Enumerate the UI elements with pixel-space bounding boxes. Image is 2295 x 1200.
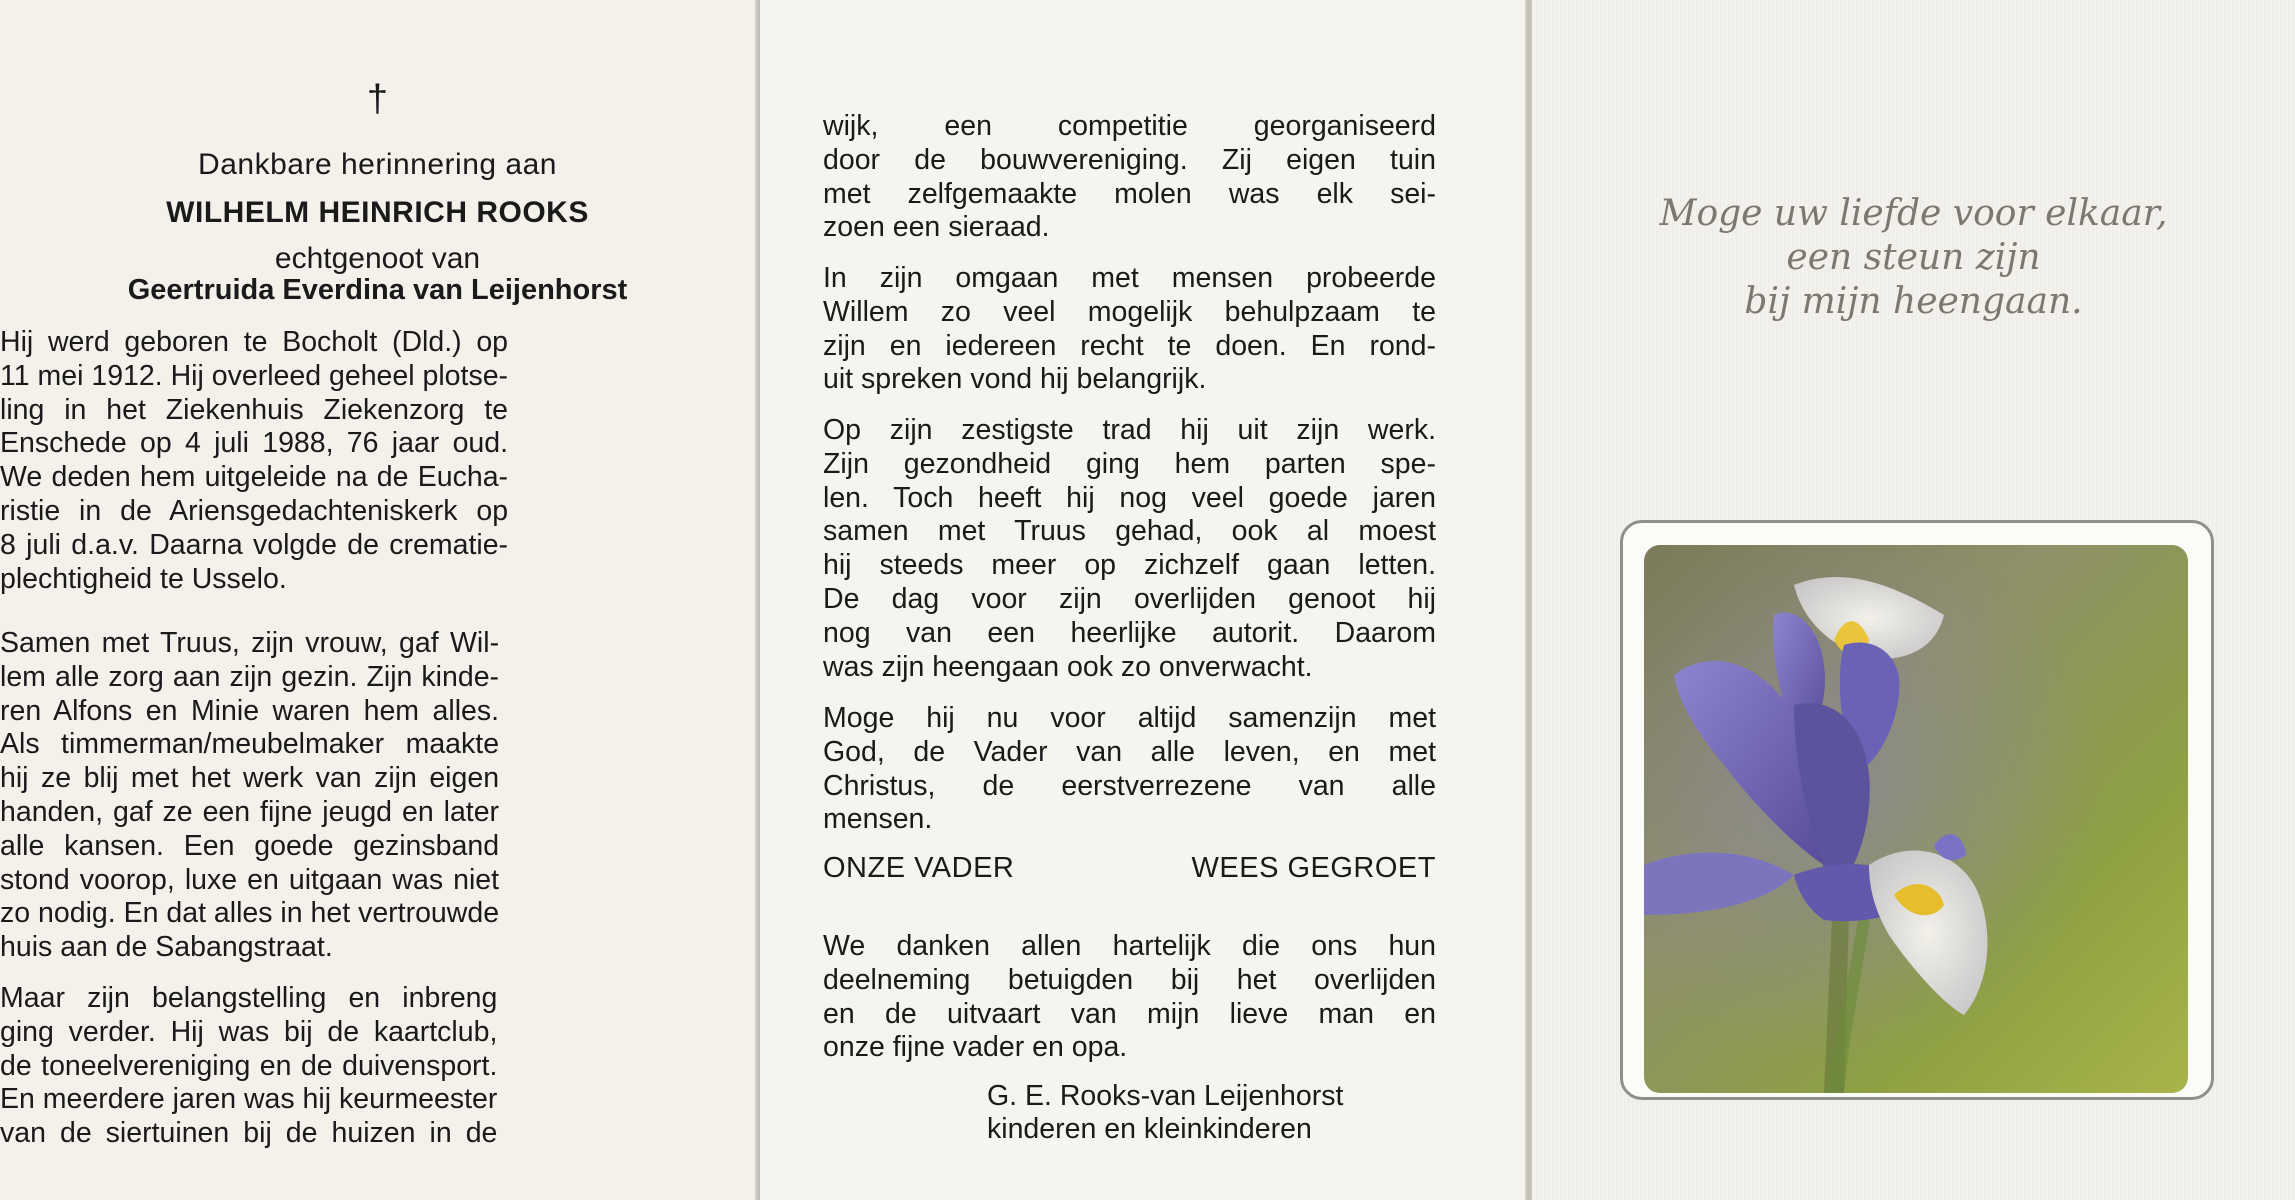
prayer-onze-vader: ONZE VADER <box>823 852 1015 884</box>
biography-paragraph: Hij werd geboren te Bocholt (Dld.) op 11 mei 1912. Hij overleed geheel plotse- ling in het Ziekenhuis Ziekenzorg te Enschede op 4 juli 1988, 76 jaar oud. We deden hem uitgeleide na de Eucha- ristie in de Ariensgedachteniskerk op 8 juli d.a.v. Daarna volgde de crematie- plechtigheid te Usselo. <box>0 326 509 595</box>
memorial-quote: Moge uw liefde voor elkaar, een steun zijn bij mijn heengaan. <box>1659 193 2168 322</box>
thanks-paragraph: We danken allen hartelijk die ons hun deelneming betuigden bij het overlijden en de uitvaart van mijn lieve man en onze fijne vader en opa. <box>823 930 1436 1064</box>
prayer-titles <box>823 852 1436 885</box>
cross-icon: † <box>366 78 389 120</box>
signature-block <box>987 1080 1343 1146</box>
remembrance-heading: Dankbare herinnering aan <box>198 148 557 181</box>
garden-paragraph: wijk, een competitie georganiseerd door de bouwvereniging. Zij eigen tuin met zelfgemaakte molen was elk sei- zoen een sieraad. <box>823 110 1436 244</box>
signature-name: G. E. Rooks-van Leijenhorst <box>987 1080 1344 1112</box>
retirement-paragraph: Op zijn zestigste trad hij uit zijn werk. Zijn gezondheid ging hem parten spe- len. Toch heeft hij nog veel goede jaren samen met Truus gehad, ook al moest hij steeds meer op zichzelf gaan letten. De dag voor zijn overlijden genoot hij nog van een heerlijke autorit. Daarom was zijn heengaan ook zo onverwacht. <box>823 414 1436 683</box>
spouse-name: Geertruida Everdina van Leijenhorst <box>127 274 628 306</box>
prayer-paragraph: Moge hij nu voor altijd samenzijn met God, de Vader van alle leven, en met Christus, de eerstverrezene van alle mensen. <box>823 702 1436 836</box>
prayer-wees-gegroet: WEES GEGROET <box>1191 852 1436 884</box>
interests-paragraph: Maar zijn belangstelling en inbreng ging verder. Hij was bij de kaartclub, de toneelvereniging en de duivensport. En meerdere jaren was hij keurmeester van de siertuinen bij de huizen in de <box>0 982 498 1150</box>
signature-family: kinderen en kleinkinderen <box>987 1113 1312 1145</box>
relation-text: echtgenoot van <box>274 242 481 275</box>
character-paragraph: In zijn omgaan met mensen probeerde Willem zo veel mogelijk behulpzaam te zijn en iedereen recht te doen. En rond- uit spreken vond hij belangrijk. <box>823 262 1436 396</box>
iris-flower-photo <box>1644 545 2188 1093</box>
deceased-name: WILHELM HEINRICH ROOKS <box>166 196 589 229</box>
family-paragraph: Samen met Truus, zijn vrouw, gaf Wil- lem alle zorg aan zijn gezin. Zijn kinde- ren Alfons en Minie waren hem alles. Als timmerman/meubelmaker maakte hij ze blij met het werk van zijn eigen handen, gaf ze een fijne jeugd en later alle kansen. Een goede gezinsband stond voorop, luxe en uitgaan was niet zo nodig. En dat alles in het vertrouwde huis aan de Sabangstraat. <box>0 627 500 964</box>
